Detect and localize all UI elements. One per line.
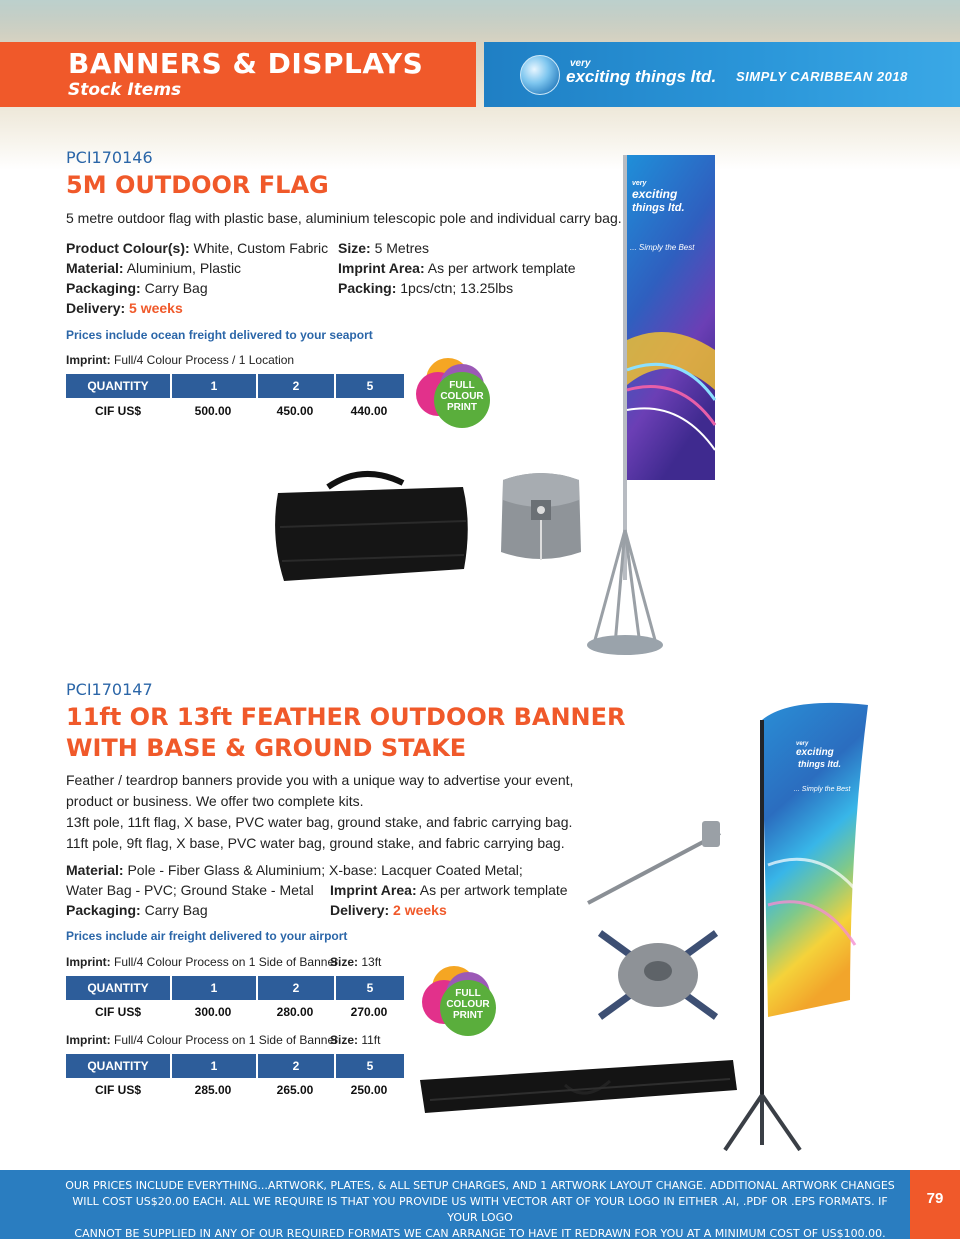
price-row: CIF US$ 500.00 450.00 440.00 [94, 404, 388, 418]
outdoor-flag-image [570, 150, 720, 665]
description-line: product or business. We offer two complete kits. [66, 793, 364, 809]
page-title: BANNERS & DISPLAYS [68, 47, 424, 80]
spec-imprint-area: Imprint Area: As per artwork template [330, 882, 568, 898]
price-row: CIF US$ 300.00 280.00 270.00 [94, 1005, 388, 1019]
spec-size: Size: 5 Metres [338, 240, 430, 256]
imprint-line: Imprint: Full/4 Colour Process on 1 Side of Banner [66, 1033, 339, 1047]
svg-text:... Simply the Best: ... Simply the Best [630, 243, 695, 252]
carry-bag-image [268, 465, 473, 585]
imprint-line: Imprint: Full/4 Colour Process on 1 Side of Banner [66, 955, 339, 969]
full-colour-print-badge: FULL COLOUR PRINT [416, 358, 496, 428]
svg-text:very: very [632, 180, 647, 187]
svg-text:exciting: exciting [796, 747, 834, 758]
product-code: PCI170146 [66, 148, 153, 167]
description-line: 11ft pole, 9ft flag, X base, PVC water bag, ground stake, and fabric carrying bag. [66, 835, 565, 851]
product-description: 5 metre outdoor flag with plastic base, aluminium telescopic pole and individual carry bag. [66, 210, 622, 226]
product-title-line2: WITH BASE & GROUND STAKE [66, 734, 467, 762]
page-subtitle: Stock Items [68, 80, 182, 100]
footer-notice: OUR PRICES INCLUDE EVERYTHING...ARTWORK, PLATES, & ALL SETUP CHARGES, AND 1 ARTWORK LAYOUT CHANGE. ADDITIONAL ARTWORK CHANGES WILL COST US$20.00 EACH. ALL WE REQUIRE IS THAT YOU PROVIDE US WITH VECTOR ART OF YOUR LOGO IN EITHER .AI, .PDF OR .EPS FORMATS. IF YOUR LOGO CANNOT BE SUPPLIED IN ANY OF OUR REQUIRED FORMATS WE CAN ARRANGE TO HAVE IT REDRAWN FOR YOU AT A MINIMUM COST OF US$100.00. [65, 1179, 895, 1239]
spec-packaging: Packaging: Carry Bag [66, 902, 208, 918]
feather-banner-image [700, 695, 870, 1160]
spec-delivery: Delivery: 5 weeks [66, 300, 183, 316]
spec-packaging: Packaging: Carry Bag [66, 280, 208, 296]
price-row: CIF US$ 285.00 265.00 250.00 [94, 1083, 388, 1097]
product-title: 5M OUTDOOR FLAG [66, 171, 329, 199]
spec-delivery: Delivery: 2 weeks [330, 902, 447, 918]
freight-note: Prices include ocean freight delivered to your seaport [66, 328, 373, 342]
spec-material: Material: Pole - Fiber Glass & Aluminium; X-base: Lacquer Coated Metal; [66, 862, 523, 878]
spec-material: Material: Aluminium, Plastic [66, 260, 242, 276]
brand-logo: exciting things ltd. [566, 67, 717, 86]
svg-text:... Simply the Best: ... Simply the Best [794, 786, 851, 793]
svg-text:things ltd.: things ltd. [632, 202, 685, 214]
header-tagline: SIMPLY CARIBBEAN 2018 [736, 69, 908, 84]
product-code: PCI170147 [66, 680, 153, 699]
imprint-line: Imprint: Full/4 Colour Process / 1 Location [66, 353, 295, 367]
spec-packing: Packing: 1pcs/ctn; 13.25lbs [338, 280, 514, 296]
quantity-header: QUANTITY 1 2 5 [66, 976, 404, 1000]
globe-logo-icon [520, 55, 560, 95]
description-line: 13ft pole, 11ft flag, X base, PVC water bag, ground stake, and fabric carrying bag. [66, 814, 573, 830]
svg-text:things ltd.: things ltd. [798, 759, 841, 769]
brand-logo-very: very [570, 58, 591, 69]
spec-material-cont: Water Bag - PVC; Ground Stake - Metal [66, 882, 314, 898]
page-number: 79 [926, 1190, 944, 1207]
quantity-header: QUANTITY 1 2 5 [66, 1054, 404, 1078]
size-line: Size: 11ft [330, 1033, 381, 1047]
product-title-line1: 11ft OR 13ft FEATHER OUTDOOR BANNER [66, 703, 626, 731]
svg-text:very: very [796, 741, 809, 747]
quantity-header: QUANTITY 1 2 5 [66, 374, 404, 398]
carry-bag-image [415, 1055, 740, 1115]
description-line: Feather / teardrop banners provide you with a unique way to advertise your event, [66, 772, 574, 788]
freight-note: Prices include air freight delivered to your airport [66, 929, 348, 943]
full-colour-print-badge: FULL COLOUR PRINT [422, 966, 502, 1036]
svg-text:exciting: exciting [632, 187, 678, 201]
spec-colour: Product Colour(s): White, Custom Fabric [66, 240, 329, 256]
size-line: Size: 13ft [330, 955, 382, 969]
spec-imprint-area: Imprint Area: As per artwork template [338, 260, 576, 276]
